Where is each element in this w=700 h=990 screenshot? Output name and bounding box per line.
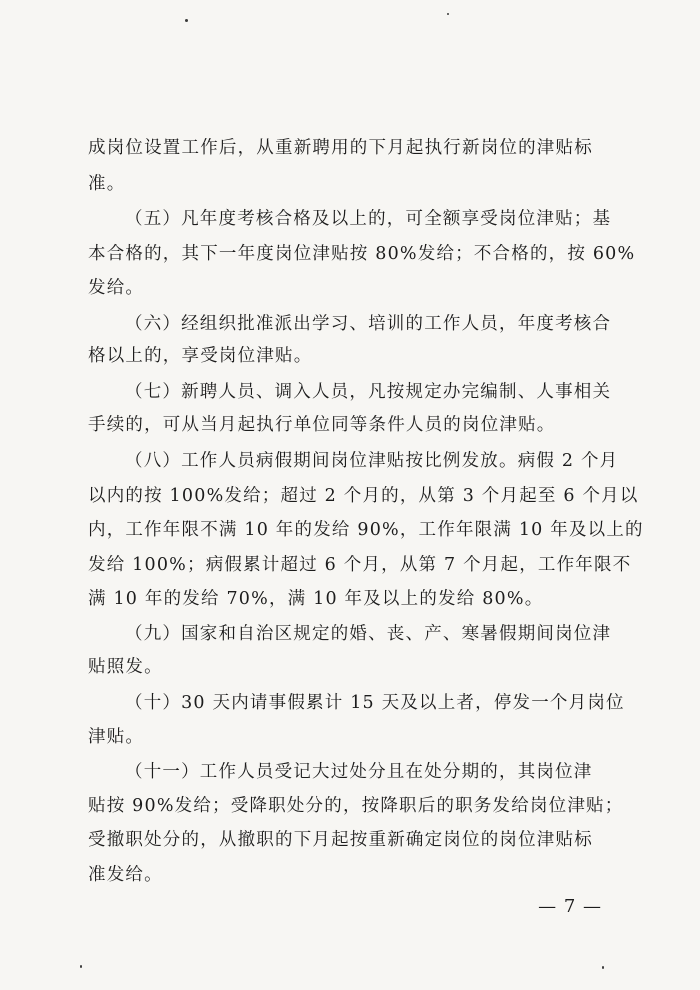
paragraph-9-start: （九）国家和自治区规定的婚、丧、产、寒暑假期间岗位津 (125, 624, 612, 644)
paragraph-5-start: （五）凡年度考核合格及以上的，可全额享受岗位津贴；基 (125, 209, 612, 229)
text-line: 手续的，可从当月起执行单位同等条件人员的岗位津贴。 (88, 415, 556, 435)
text-line: 发给 100%；病假累计超过 6 个月，从第 7 个月起，工作年限不 (88, 555, 632, 575)
paragraph-7-start: （七）新聘人员、调入人员，凡按规定办完编制、人事相关 (125, 382, 612, 402)
text-line: 以内的按 100%发给；超过 2 个月的，从第 3 个月起至 6 个月以 (88, 486, 639, 506)
paragraph-6-start: （六）经组织批准派出学习、培训的工作人员，年度考核合 (125, 314, 612, 334)
text-line: 准。 (88, 174, 126, 194)
text-line: 贴按 90%发给；受降职处分的，按降职后的职务发给岗位津贴； (88, 796, 624, 816)
text-line: 本合格的，其下一年度岗位津贴按 80%发给；不合格的，按 60% (88, 244, 636, 264)
text-line: 成岗位设置工作后，从重新聘用的下月起执行新岗位的津贴标 (88, 138, 593, 158)
text-line: 内，工作年限不满 10 年的发给 90%，工作年限满 10 年及以上的 (88, 520, 644, 540)
paragraph-10-start: （十）30 天内请事假累计 15 天及以上者，停发一个月岗位 (125, 693, 625, 713)
text-line: 受撤职处分的，从撤职的下月起按重新确定岗位的岗位津贴标 (88, 830, 593, 850)
text-line: 发给。 (88, 278, 145, 298)
text-line: 贴照发。 (88, 657, 163, 677)
text-line: 格以上的，享受岗位津贴。 (88, 346, 313, 366)
text-line: 津贴。 (88, 727, 145, 747)
text-line: 准发给。 (88, 865, 163, 885)
scan-speck (80, 965, 82, 968)
scan-speck (602, 966, 604, 969)
text-line: 满 10 年的发给 70%，满 10 年及以上的发给 80%。 (88, 589, 544, 609)
scan-speck (185, 19, 188, 22)
scan-speck (447, 13, 449, 15)
page-number: — 7 — (538, 896, 602, 917)
paragraph-11-start: （十一）工作人员受记大过处分且在处分期的，其岗位津 (125, 762, 593, 782)
paragraph-8-start: （八）工作人员病假期间岗位津贴按比例发放。病假 2 个月 (125, 451, 619, 471)
